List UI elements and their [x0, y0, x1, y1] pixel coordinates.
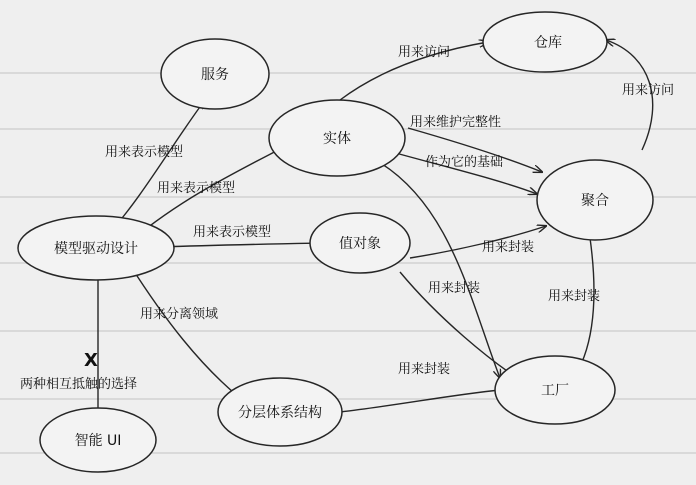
node-value-object-label: 值对象 — [339, 236, 381, 252]
edge-mdd-to-value-object — [160, 243, 322, 247]
node-warehouse-label: 仓库 — [534, 35, 562, 51]
edge-mdd-to-layered — [130, 265, 240, 398]
edge-label-value-object-to-aggregate: 用来封装 — [482, 240, 535, 255]
edge-mdd-to-service — [110, 100, 205, 232]
edge-mark-mdd-to-smart-ui: X — [84, 350, 98, 371]
edge-entity-to-factory — [372, 158, 500, 378]
edge-label-entity-to-aggregate-basis: 作为它的基础 — [425, 155, 504, 170]
edge-label-mdd-to-smart-ui: 两种相互抵触的选择 — [20, 377, 138, 392]
node-factory-label: 工厂 — [541, 383, 569, 399]
edge-label-entity-to-factory: 用来封装 — [398, 362, 451, 377]
edge-label-mdd-to-layered: 用来分离领域 — [140, 307, 219, 322]
edge-label-entity-to-warehouse: 用来访问 — [398, 45, 451, 60]
edge-layered-to-factory — [340, 390, 500, 412]
node-model-driven-design-label: 模型驱动设计 — [54, 241, 138, 257]
edge-label-entity-to-aggregate-integrity: 用来维护完整性 — [410, 115, 502, 130]
edge-label-aggregate-to-warehouse: 用来访问 — [622, 83, 675, 98]
node-aggregate-label: 聚合 — [581, 193, 609, 209]
edge-label-mdd-to-entity: 用来表示模型 — [157, 181, 236, 196]
node-entity-label: 实体 — [323, 131, 351, 147]
edge-label-aggregate-to-factory: 用来封装 — [548, 289, 601, 304]
node-smart-ui-label: 智能 UI — [74, 433, 122, 449]
edge-label-mdd-to-value-object: 用来表示模型 — [193, 225, 272, 240]
node-layered-architecture-label: 分层体系结构 — [238, 405, 322, 421]
edge-label-mdd-to-service: 用来表示模型 — [105, 145, 184, 160]
node-service-label: 服务 — [201, 67, 229, 83]
edge-label-value-object-to-factory: 用来封装 — [428, 281, 481, 296]
